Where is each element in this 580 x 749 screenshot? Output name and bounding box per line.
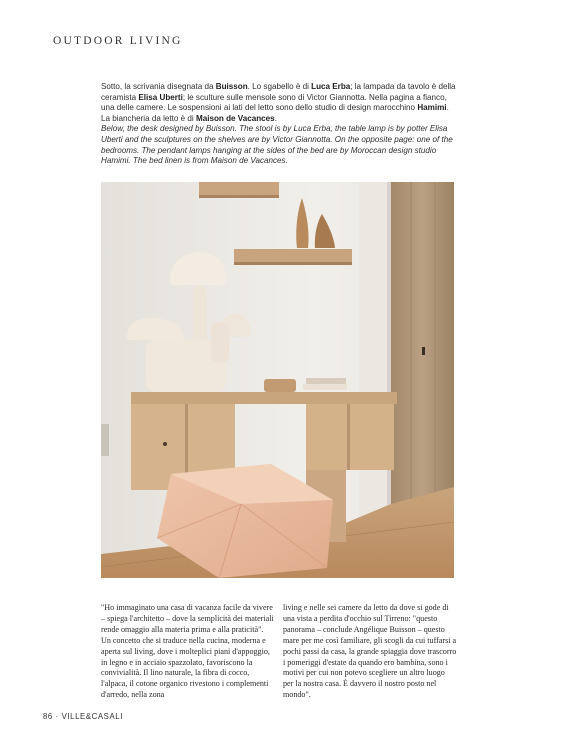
caption-italian: Sotto, la scrivania disegnata da Buisson. Lo sgabello è di Luca Erba; la lampada da tavolo è della ceramista Elisa Uberti; le sculture sulle mensole sono di Victor Giannotta. Nella pagina a fianco, una delle camere. Le sospensioni ai lati del letto sono dello studio di design marocchino Hamimi. La biancheria da letto è di Maison de Vacances. — [101, 82, 456, 123]
page-folio: 86 · VILLE&CASALI — [43, 712, 123, 721]
section-title: OUTDOOR LIVING — [53, 35, 183, 47]
body-text-left-column: "Ho immaginato una casa di vacanza facile da vivere – spiega l'architetto – dove la semplicità dei materiali rende omaggio alla materia prima e alla praticità". Un concetto che si traduce nella cucina, moderna e aperta sul living, dove i molteplici piani d'appoggio, in legno e in acciaio spazzolato, favoriscono la convivialità. Il lino naturale, la fibra di cocco, l'alpaca, il cotone organico rivestono i complementi d'arredo, nella zona — [101, 603, 274, 700]
photo-caption — [101, 82, 457, 167]
caption-name-uberti: Elisa Uberti — [138, 92, 183, 102]
caption-name-maison: Maison de Vacances — [195, 113, 275, 123]
caption-name-buisson: Buisson — [215, 82, 248, 91]
body-text-right-column: living e nelle sei camere da letto da dove si gode di una vista a perdita d'occhio sul Tirreno: "questo panorama – conclude Angélique Buisson – questo mare per me così familiare, gli scogli da cui tuffarsi a pochi passi da casa, la grande spiaggia dove trascorro i pomeriggi d'estate da quando ero bambina, sono i motivi per cui non potevo scegliere un altro luogo per la nostra casa. È davvero il nostro posto nel mondo". — [283, 603, 457, 700]
caption-english: Below, the desk designed by Buisson. The stool is by Luca Erba, the table lamp is by potter Elisa Uberti and the sculptures on the shelves are by Victor Giannotta. On the opposite page: one of the bedrooms. The pendant lamps hanging at the sides of the bed are by Moroccan design studio Hamimi. The bed linen is from Maison de Vacances. — [101, 124, 453, 166]
caption-name-erba: Luca Erba — [311, 82, 351, 91]
caption-name-hamimi: Hamimi — [417, 103, 447, 113]
interior-photo — [101, 182, 454, 578]
